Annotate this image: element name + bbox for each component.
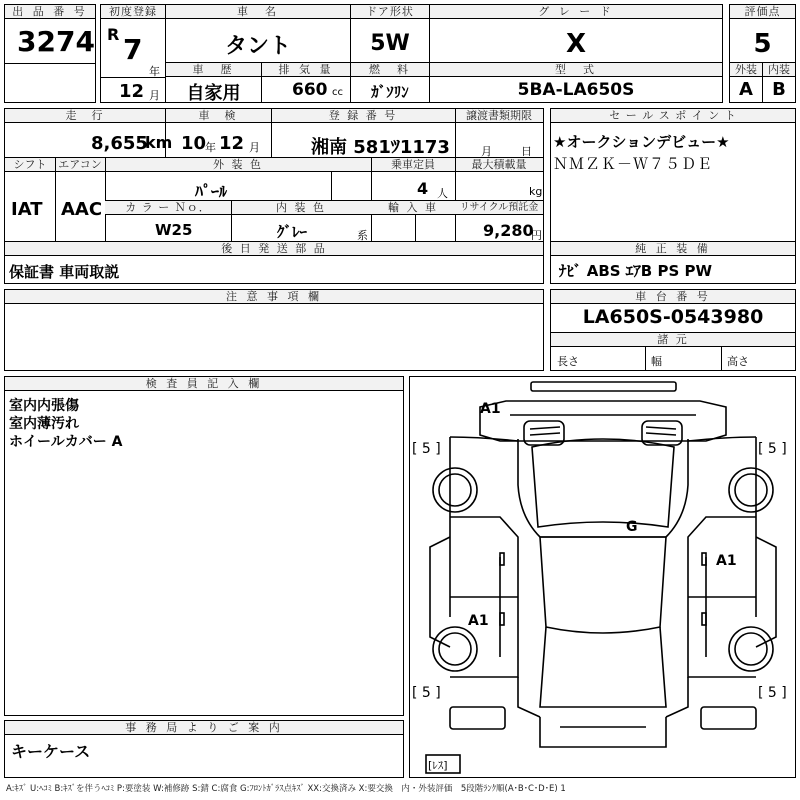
interior-box <box>762 62 796 103</box>
interior-label: 内装 <box>763 63 795 77</box>
grade-box <box>429 4 723 63</box>
score-box <box>729 4 796 63</box>
tire-score-fr: [ 5 ] <box>758 441 787 457</box>
spec-length: 長さ <box>557 355 579 368</box>
plate-label: 登 録 番 号 <box>271 109 455 123</box>
history-label: 車 歴 <box>166 63 261 77</box>
inspection-year: 10 <box>181 133 207 154</box>
chassis-label: 車 台 番 号 <box>551 290 795 304</box>
exterior-label: 外装 <box>730 63 762 77</box>
ext-color: ﾊﾟｰﾙ <box>195 182 228 201</box>
fuel: ｶﾞｿﾘﾝ <box>371 83 409 101</box>
equipment-box <box>550 241 796 284</box>
office-box <box>4 720 404 778</box>
recycle-unit: 円 <box>531 229 542 242</box>
model-label: 型 式 <box>430 63 722 77</box>
damage-mark-1: A1 <box>480 401 501 417</box>
sales-point-label: セ ー ル ス ポ イ ン ト <box>551 109 795 123</box>
history-box <box>165 62 262 103</box>
car-diagram <box>410 377 795 777</box>
displacement-label: 排 気 量 <box>262 63 350 77</box>
first-reg-label: 初度登録 <box>101 5 165 19</box>
mileage: 8,655 <box>91 133 148 154</box>
sales-point-box <box>550 108 796 242</box>
ac: AAC <box>61 199 103 220</box>
inspector-box <box>4 376 404 716</box>
fuel-box <box>350 62 430 103</box>
recycle-fee: 9,280 <box>483 221 534 240</box>
grade: X <box>565 29 587 59</box>
damage-mark-2: G <box>626 519 638 535</box>
transfer-day-unit: 日 <box>521 145 532 158</box>
int-color-label: 内 装 色 <box>231 201 371 215</box>
reg-month: 12 <box>119 81 145 102</box>
tire-score-rr: [ 5 ] <box>758 685 787 701</box>
mileage-unit: km <box>145 133 173 152</box>
model: 5BA-LA650S <box>517 80 635 100</box>
office-text: キーケース <box>11 742 91 761</box>
equipment: ﾅﾋﾞ ABS ｴｱB PS PW <box>559 262 713 280</box>
spare-tire: [ﾚｽ] <box>428 759 448 772</box>
inspector-label: 検 査 員 記 入 欄 <box>5 377 403 391</box>
displacement: 660 <box>292 80 328 100</box>
tire-score-fl: [ 5 ] <box>412 441 441 457</box>
interior-grade: B <box>772 79 786 100</box>
history: 自家用 <box>186 83 241 104</box>
displacement-unit: cc <box>332 87 343 98</box>
sales-point-line2: ＮＭＺＫ－Ｗ７５ＤＥ <box>553 155 714 173</box>
legend: A:ｷｽﾞ U:ﾍｺﾐ B:ｷｽﾞを伴うﾍｺﾐ P:要塗装 W:補修跡 S:錆 C:腐食 G:ﾌﾛﾝﾄｶﾞﾗｽ点ｷｽﾞ XX:交換済み X:要交換 内・外装評価 5段階ﾗﾝｸ順(A･B･C･D･E) 1 <box>6 784 566 794</box>
sales-point-line1: ★オークションデビュー★ <box>553 133 730 151</box>
car-name-label: 車 名 <box>166 5 350 19</box>
office-label: 事 務 局 よ り ご 案 内 <box>5 721 403 735</box>
exterior-box <box>729 62 763 103</box>
grade-label: グ レ ー ド <box>430 5 722 19</box>
first-reg-box <box>100 4 166 103</box>
ac-label: エアコン <box>55 158 105 172</box>
capacity: 4 <box>417 179 429 198</box>
max-load-unit: kg <box>529 185 543 198</box>
inspector-line-1: 室内内張傷 <box>9 398 79 414</box>
later-parts: 保証書 車両取説 <box>9 263 120 281</box>
recycle-label: リサイクル預託金 <box>455 201 543 215</box>
specs-label: 諸 元 <box>551 333 795 347</box>
fuel-label: 燃 料 <box>351 63 429 77</box>
notes-box <box>4 289 544 371</box>
displacement-box <box>261 62 351 103</box>
lot-box <box>4 4 96 103</box>
damage-mark-3: A1 <box>716 553 737 569</box>
lot-number: 3274 <box>17 25 95 58</box>
spec-height: 高さ <box>727 355 749 368</box>
inspection-month-unit: 月 <box>249 141 260 154</box>
month-unit: 月 <box>149 89 160 102</box>
shift-label: シフト <box>5 158 55 172</box>
inspection-label: 車 検 <box>165 109 271 123</box>
era: R <box>107 25 120 44</box>
chassis-number: LA650S-0543980 <box>582 306 764 328</box>
door-type: 5W <box>370 31 410 56</box>
int-color-unit: 系 <box>357 229 368 242</box>
plate-number: 湘南 581ﾂ1173 <box>311 137 450 158</box>
color-no: W25 <box>155 221 193 239</box>
vehicle-details-box <box>4 108 544 284</box>
max-load-label: 最大積載量 <box>455 158 543 172</box>
inspection-month: 12 <box>219 133 245 154</box>
mileage-label: 走 行 <box>5 109 165 123</box>
tire-score-rl: [ 5 ] <box>412 685 441 701</box>
car-diagram-box <box>409 376 796 778</box>
transfer-month-unit: 月 <box>481 145 492 158</box>
inspector-line-3: ホイールカバー A <box>9 434 123 450</box>
capacity-label: 乗車定員 <box>371 158 455 172</box>
later-parts-label: 後 日 発 送 部 品 <box>5 242 543 256</box>
chassis-box <box>550 289 796 371</box>
car-name-box <box>165 4 351 63</box>
notes-label: 注 意 事 項 欄 <box>5 290 543 304</box>
model-box <box>429 62 723 103</box>
color-no-label: カ ラ ー Ｎｏ． <box>105 201 231 215</box>
door-label: ドア形状 <box>351 5 429 19</box>
year-unit: 年 <box>149 65 160 78</box>
transfer-label: 譲渡書類期限 <box>455 109 543 123</box>
inspector-line-2: 室内薄汚れ <box>9 416 79 432</box>
reg-year: 7 <box>123 33 143 66</box>
equipment-label: 純 正 装 備 <box>551 242 795 256</box>
door-box <box>350 4 430 63</box>
lot-label: 出 品 番 号 <box>5 5 95 19</box>
capacity-unit: 人 <box>437 187 448 200</box>
ext-color-label: 外 装 色 <box>105 158 371 172</box>
spec-width: 幅 <box>651 355 662 368</box>
exterior-grade: A <box>739 79 753 100</box>
shift: IAT <box>11 199 43 220</box>
inspection-year-unit: 年 <box>205 141 216 154</box>
score: 5 <box>753 29 772 59</box>
car-name: タント <box>224 34 291 59</box>
score-label: 評価点 <box>730 5 795 19</box>
int-color: ｸﾞﾚｰ <box>277 223 308 241</box>
import-label: 輸 入 車 <box>371 201 455 215</box>
damage-mark-4: A1 <box>468 613 489 629</box>
